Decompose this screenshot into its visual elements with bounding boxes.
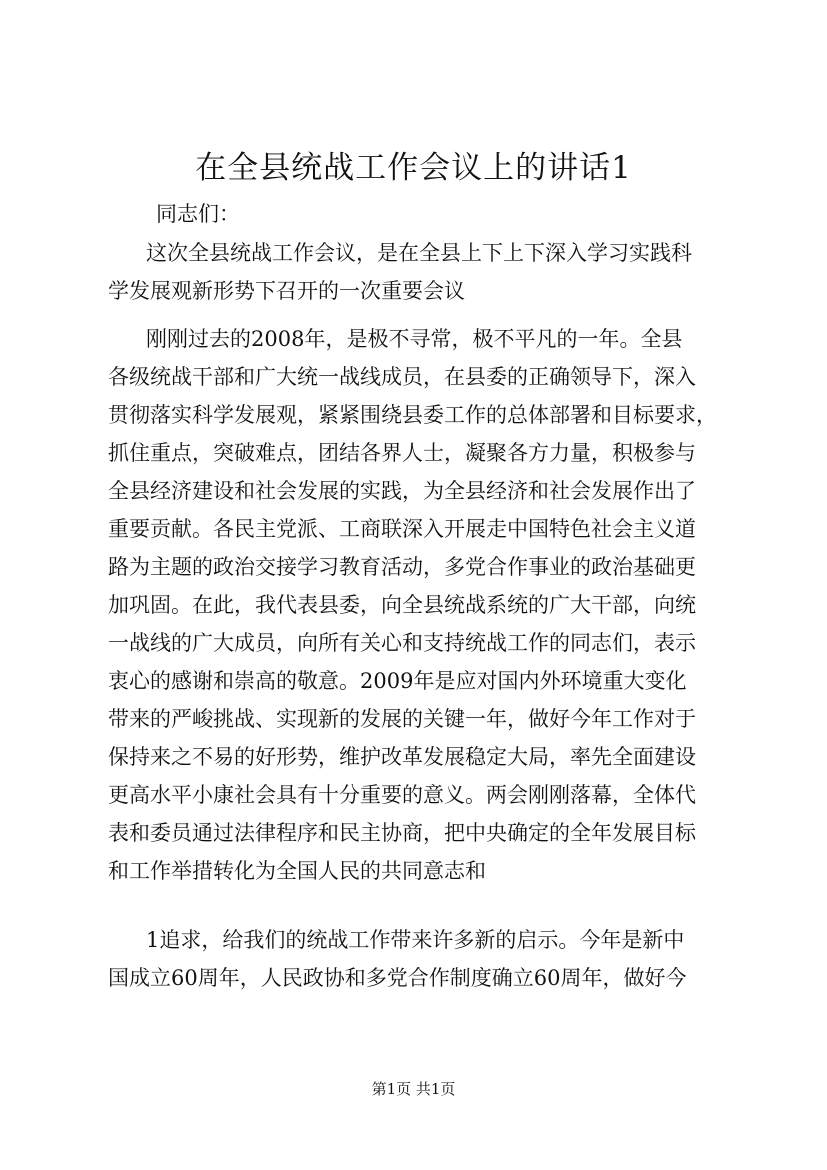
paragraph-line: 各级统战干部和广大统一战线成员，在县委的正确领导下，深入 [108, 365, 696, 389]
paragraph-2 [108, 320, 748, 890]
paragraph-line: 表和委员通过法律程序和民主协商，把中央确定的全年发展目标 [108, 821, 696, 845]
paragraph-line: 和工作举措转化为全国人民的共同意志和 [108, 859, 486, 883]
paragraph-line: 一战线的广大成员，向所有关心和支持统战工作的同志们，表示 [108, 631, 696, 655]
paragraph-line: 国成立60周年，人民政协和多党合作制度确立60周年，做好今 [108, 966, 687, 990]
paragraph-line: 学发展观新形势下召开的一次重要会议 [108, 279, 465, 303]
paragraph-line: 更高水平小康社会具有十分重要的意义。两会刚刚落幕，全体代 [108, 783, 696, 807]
paragraph-line: 抓住重点，突破难点，团结各界人士，凝聚各方力量，积极参与 [108, 441, 696, 465]
paragraph-line: 路为主题的政治交接学习教育活动，多党合作事业的政治基础更 [108, 555, 696, 579]
paragraph-3 [108, 921, 748, 997]
paragraph-line: 贯彻落实科学发展观，紧紧围绕县委工作的总体部署和目标要求， [108, 403, 717, 427]
paragraph-line: 保持来之不易的好形势，维护改革发展稳定大局，率先全面建设 [108, 745, 696, 769]
paragraph-1 [108, 234, 748, 310]
paragraph-line: 全县经济建设和社会发展的实践，为全县经济和社会发展作出了 [108, 479, 696, 503]
paragraph-line: 刚刚过去的2008年，是极不寻常，极不平凡的一年。全县 [146, 327, 683, 351]
paragraph-line: 重要贡献。各民主党派、工商联深入开展走中国特色社会主义道 [108, 517, 696, 541]
paragraph-line: 衷心的感谢和崇高的敬意。2009年是应对国内外环境重大变化 [108, 669, 687, 693]
paragraph-line: 这次全县统战工作会议，是在全县上下上下深入学习实践科 [146, 241, 692, 265]
salutation: 同志们： [156, 202, 240, 226]
document-title: 在全县统战工作会议上的讲话1 [195, 150, 632, 186]
page-number-footer: 第1页 共1页 [371, 1080, 456, 1098]
paragraph-line: 带来的严峻挑战、实现新的发展的关键一年，做好今年工作对于 [108, 707, 696, 731]
paragraph-line: 加巩固。在此，我代表县委，向全县统战系统的广大干部，向统 [108, 593, 696, 617]
paragraph-line: 1追求，给我们的统战工作带来许多新的启示。今年是新中 [146, 928, 685, 952]
